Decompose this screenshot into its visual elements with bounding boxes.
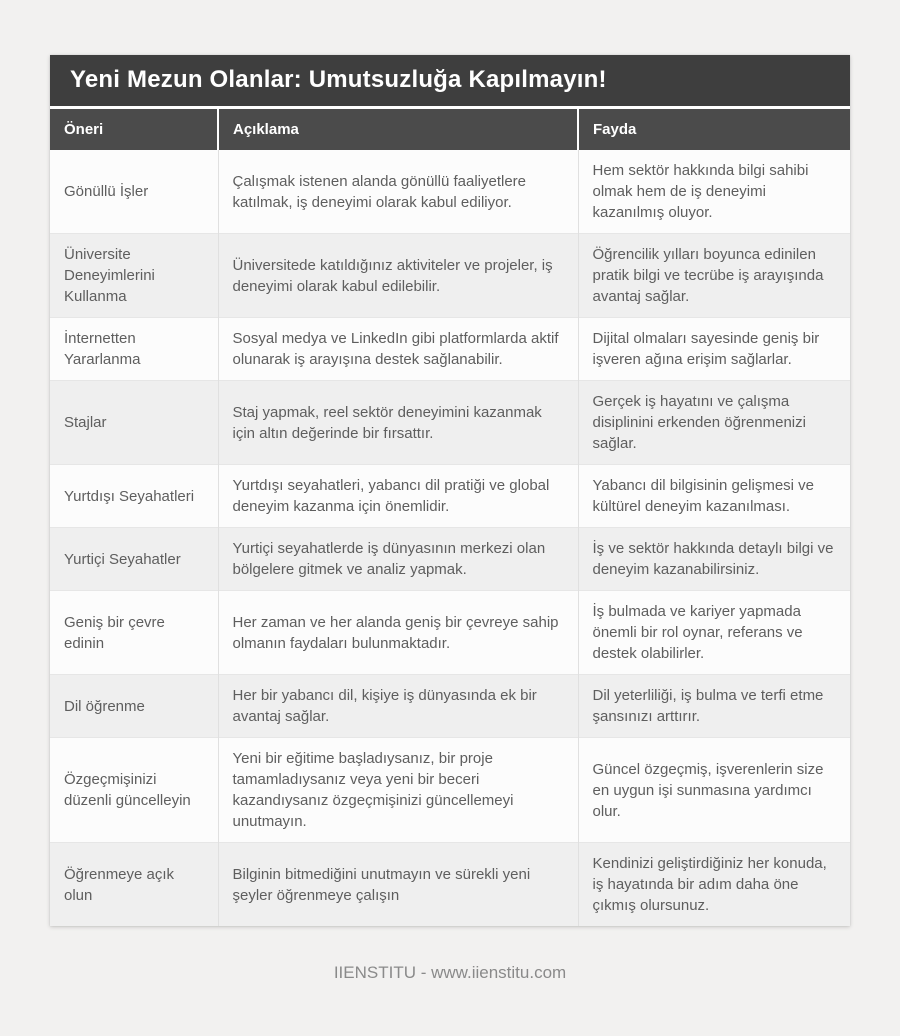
cell-oneri: Yurtdışı Seyahatleri	[64, 487, 195, 505]
suggestions-table	[50, 109, 850, 926]
cell-fayda: Dijital olmaları sayesinde geniş bir işveren ağına erişim sağlarlar.	[578, 318, 850, 381]
table-row	[50, 150, 850, 234]
cell-oneri: Üniversite Deneyimlerini Kullanma	[64, 246, 155, 305]
cell-oneri: Yurtiçi Seyahatler	[64, 550, 181, 568]
cell-fayda: Güncel özgeçmiş, işverenlerin size en uygun işi sunmasına yardımcı olur.	[578, 738, 850, 843]
table-row	[50, 528, 850, 591]
cell-fayda: Öğrencilik yılları boyunca edinilen pratik bilgi ve tecrübe iş arayışında avantaj sağlar.	[578, 234, 850, 318]
column-header-aciklama: Açıklama	[218, 109, 578, 150]
advice-card	[50, 55, 850, 926]
cell-fayda: İş bulmada ve kariyer yapmada önemli bir rol oynar, referans ve destek olabilirler.	[578, 591, 850, 675]
table-row	[50, 843, 850, 927]
cell-aciklama: Yurtiçi seyahatlerde iş dünyasının merkezi olan bölgelere gitmek ve analiz yapmak.	[218, 528, 578, 591]
cell-oneri: Geniş bir çevre edinin	[64, 613, 165, 652]
page-title: Yeni Mezun Olanlar: Umutsuzluğa Kapılmayın!	[50, 55, 850, 106]
cell-fayda: Yabancı dil bilgisinin gelişmesi ve kültürel deneyim kazanılması.	[578, 465, 850, 528]
column-header-fayda: Fayda	[578, 109, 850, 150]
cell-aciklama: Staj yapmak, reel sektör deneyimini kazanmak için altın değerinde bir fırsattır.	[218, 381, 578, 465]
cell-aciklama: Yurtdışı seyahatleri, yabancı dil pratiği ve global deneyim kazanma için önemlidir.	[218, 465, 578, 528]
table-row	[50, 591, 850, 675]
column-header-oneri: Öneri	[50, 109, 218, 150]
cell-oneri: Dil öğrenme	[64, 697, 145, 715]
table-row	[50, 381, 850, 465]
cell-fayda: İş ve sektör hakkında detaylı bilgi ve deneyim kazanabilirsiniz.	[578, 528, 850, 591]
cell-aciklama: Sosyal medya ve LinkedIn gibi platformlarda aktif olunarak iş arayışına destek sağlanabilir.	[218, 318, 578, 381]
table-body	[50, 150, 850, 926]
cell-aciklama: Yeni bir eğitime başladıysanız, bir proje tamamladıysanız veya yeni bir beceri kazandıysanız özgeçmişinizi güncellemeyi unutmayın.	[218, 738, 578, 843]
table-header-row	[50, 109, 850, 150]
cell-aciklama: Her zaman ve her alanda geniş bir çevreye sahip olmanın faydaları bulunmaktadır.	[218, 591, 578, 675]
table-row	[50, 738, 850, 843]
cell-oneri: Gönüllü İşler	[64, 183, 149, 200]
cell-aciklama: Bilginin bitmediğini unutmayın ve sürekli yeni şeyler öğrenmeye çalışın	[218, 843, 578, 927]
cell-oneri: Özgeçmişinizi düzenli güncelleyin	[64, 771, 191, 809]
cell-oneri: Stajlar	[64, 414, 107, 431]
cell-fayda: Dil yeterliliği, iş bulma ve terfi etme şansınızı arttırır.	[578, 675, 850, 738]
cell-aciklama: Üniversitede katıldığınız aktiviteler ve projeler, iş deneyimi olarak kabul edilebilir.	[218, 234, 578, 318]
cell-oneri: İnternetten Yararlanma	[64, 330, 141, 368]
cell-aciklama: Çalışmak istenen alanda gönüllü faaliyetlere katılmak, iş deneyimi olarak kabul ediliyor.	[218, 150, 578, 234]
footer-credit: IIENSTITU - www.iienstitu.com	[333, 963, 567, 982]
cell-fayda: Kendinizi geliştirdiğiniz her konuda, iş hayatında bir adım daha öne çıkmış olursunuz.	[578, 843, 850, 927]
cell-fayda: Hem sektör hakkında bilgi sahibi olmak hem de iş deneyimi kazanılmış oluyor.	[578, 150, 850, 234]
cell-aciklama: Her bir yabancı dil, kişiye iş dünyasında ek bir avantaj sağlar.	[218, 675, 578, 738]
table-row	[50, 675, 850, 738]
cell-fayda: Gerçek iş hayatını ve çalışma disiplinini erkenden öğrenmenizi sağlar.	[578, 381, 850, 465]
cell-oneri: Öğrenmeye açık olun	[64, 865, 175, 904]
table-row	[50, 234, 850, 318]
table-row	[50, 318, 850, 381]
table-row	[50, 465, 850, 528]
